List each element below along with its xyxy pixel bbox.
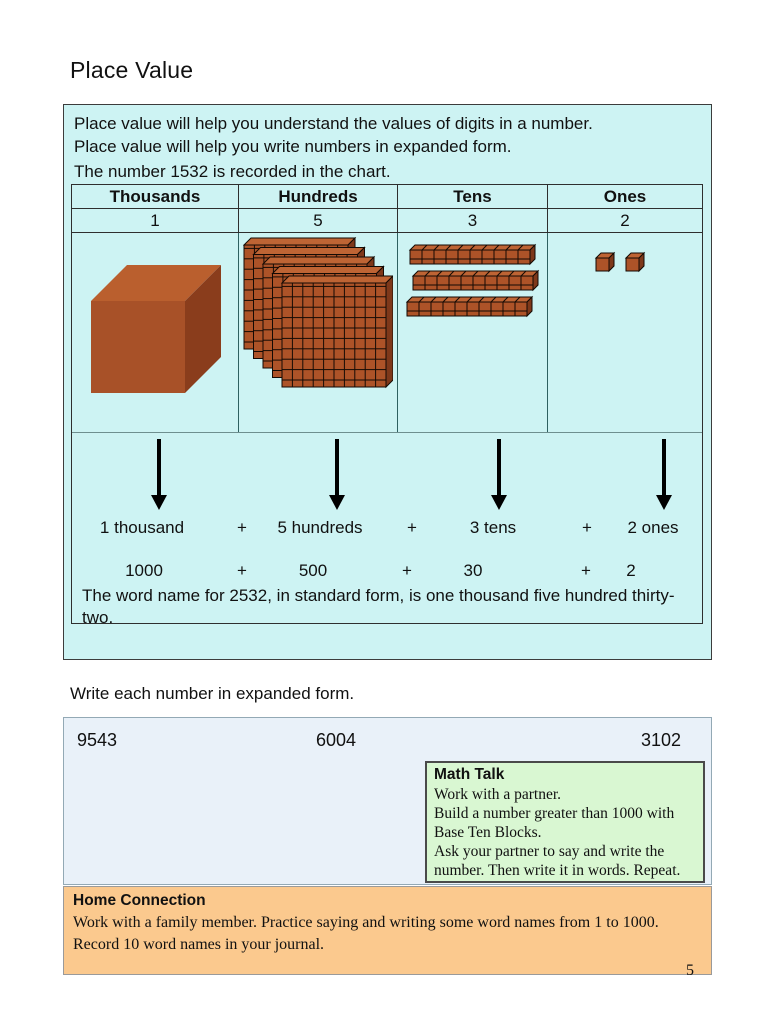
word-term: 1 thousand: [99, 518, 185, 537]
home-connection-title: Home Connection: [73, 892, 206, 909]
intro-line-2: Place value will help you write numbers in expanded form.: [74, 137, 512, 156]
intro-line-3: The number 1532 is recorded in the chart.: [74, 162, 391, 181]
number-term: 2: [626, 561, 636, 580]
math-talk-line-2: Build a number greater than 1000 with Base Ten Blocks.: [434, 805, 675, 841]
word-term: 2 ones: [627, 518, 679, 537]
place-value-table: [71, 184, 703, 627]
header-tens: Tens: [398, 185, 548, 208]
number-term: 30: [463, 561, 483, 580]
digit-hundreds: 5: [239, 209, 398, 232]
exercise-panel: [63, 717, 712, 885]
hundred-flats-image: [239, 233, 398, 432]
math-talk-line-1: Work with a partner.: [434, 786, 562, 803]
plus-sign: +: [407, 518, 417, 537]
header-ones: Ones: [603, 186, 647, 206]
table-header-row: [72, 185, 702, 209]
header-hundreds: Hundreds: [239, 185, 398, 208]
thousand-cube-image: [72, 233, 239, 432]
math-talk-body: [434, 785, 696, 880]
exercise-number-3: 3102: [640, 730, 681, 750]
word-term: 5 hundreds: [277, 518, 363, 537]
home-connection-body: [73, 912, 702, 956]
intro-text: [74, 112, 593, 158]
word-term: 3 tens: [469, 518, 517, 537]
word-name-text: The word name for 2532, in standard form, is one thousand five hundred thirty-two.: [82, 586, 675, 627]
home-connection-line-1: Work with a family member. Practice saying and writing some word names from 1 to 1000.: [73, 914, 659, 931]
plus-sign: +: [582, 518, 592, 537]
header-thousands: Thousands: [72, 185, 239, 208]
page-number: 5: [686, 962, 694, 979]
number-term: 1000: [125, 561, 163, 580]
intro-line-1: Place value will help you understand the values of digits in a number.: [74, 114, 593, 133]
table-blocks-row: [72, 233, 702, 433]
table-digit-row: [72, 209, 702, 233]
plus-sign: +: [581, 561, 591, 580]
thousand-cube-icon: [81, 245, 229, 395]
digit-tens: 3: [398, 209, 548, 232]
ten-rods-icon: [403, 243, 543, 331]
plus-sign: +: [237, 518, 247, 537]
lesson-panel: [63, 104, 712, 660]
one-cubes-image: [548, 233, 702, 432]
exercise-number-1: 9543: [77, 730, 118, 750]
digit-thousands: 1: [72, 209, 239, 232]
hundred-flats-icon: [243, 237, 393, 389]
one-cubes-icon: [590, 249, 660, 277]
down-arrow-icon: [157, 439, 161, 495]
plus-sign: +: [237, 561, 247, 580]
digit-ones: 2: [620, 210, 630, 230]
expanded-form-area: [72, 433, 702, 627]
math-talk-box: [425, 761, 705, 883]
exercise-instruction: Write each number in expanded form.: [70, 684, 355, 703]
page-title: Place Value: [70, 57, 194, 83]
plus-sign: +: [402, 561, 412, 580]
exercise-number-2: 6004: [316, 730, 357, 750]
home-connection-line-2: Record 10 word names in your journal.: [73, 936, 325, 953]
down-arrow-icon: [662, 439, 666, 495]
home-connection-box: [63, 886, 712, 975]
down-arrow-icon: [335, 439, 339, 495]
number-term: 500: [298, 561, 328, 580]
ten-rods-image: [398, 233, 548, 432]
math-talk-line-3: Ask your partner to say and write the number. Then write it in words. Repeat.: [434, 843, 681, 879]
down-arrow-icon: [497, 439, 501, 495]
math-talk-title: Math Talk: [434, 766, 505, 783]
